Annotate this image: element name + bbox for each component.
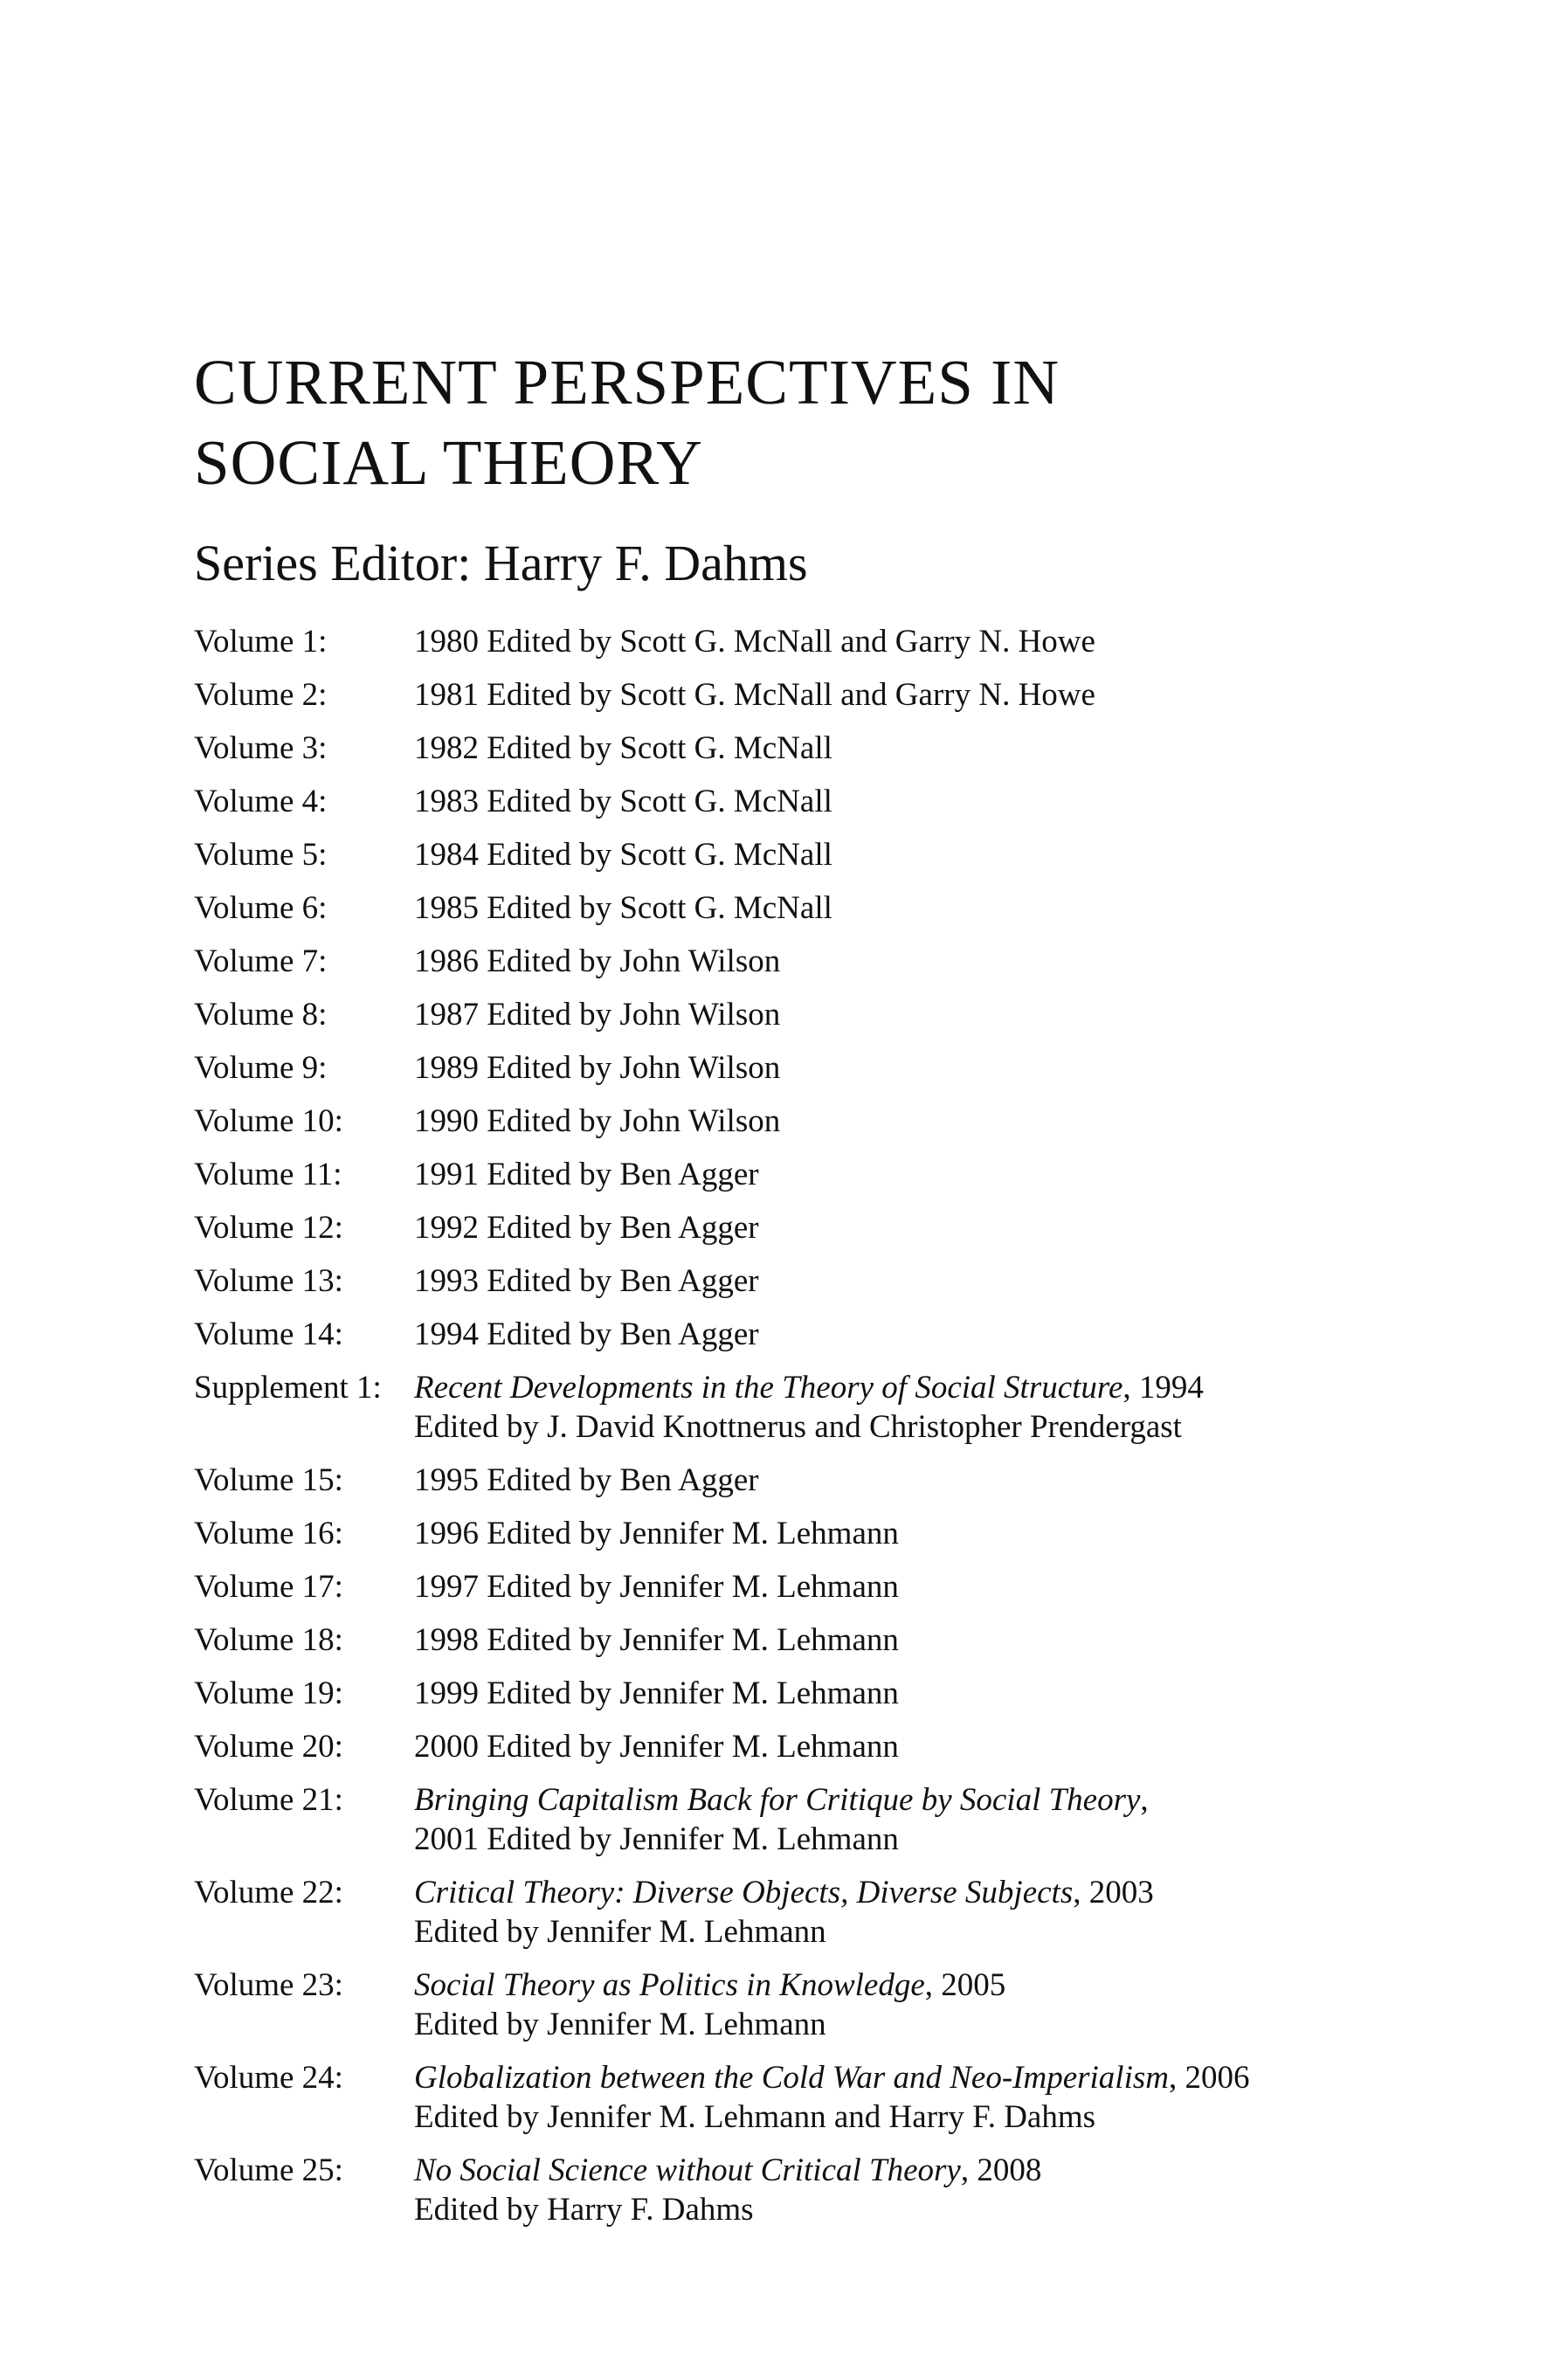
- volume-details: [414, 2151, 1504, 2229]
- volume-label: Volume 15:: [194, 1462, 343, 1498]
- volume-label: Volume 12:: [194, 1210, 343, 1246]
- volume-label: Volume 22:: [194, 1875, 343, 1910]
- volume-label: Volume 2:: [194, 677, 328, 713]
- volume-label: Volume 3:: [194, 730, 328, 766]
- volume-title-line: [414, 2058, 1504, 2097]
- volume-label: Volume 24:: [194, 2060, 343, 2096]
- volume-details: [414, 1873, 1504, 1952]
- volume-entry: [194, 1620, 1504, 1674]
- volume-title: Globalization between the Cold War and Neo-Imperialism: [414, 2060, 1169, 2096]
- volume-details: 1991 Edited by Ben Agger: [414, 1157, 759, 1192]
- volume-entry: [194, 1567, 1504, 1620]
- volume-details: 1992 Edited by Ben Agger: [414, 1210, 759, 1246]
- volume-label: Volume 21:: [194, 1782, 343, 1818]
- volume-details: 1993 Edited by Ben Agger: [414, 1263, 759, 1299]
- volume-year: , 2008: [960, 2152, 1042, 2188]
- volume-details: [414, 1966, 1504, 2044]
- volume-title: Critical Theory: Diverse Objects, Diverse Subjects: [414, 1875, 1074, 1910]
- volume-entry: [194, 1048, 1504, 1102]
- volume-details: 2000 Edited by Jennifer M. Lehmann: [414, 1729, 899, 1765]
- volume-label: Volume 1:: [194, 624, 328, 660]
- volume-entry: [194, 1461, 1504, 1514]
- volume-editors: Edited by Jennifer M. Lehmann: [414, 1914, 826, 1950]
- volume-details: 1985 Edited by Scott G. McNall: [414, 890, 832, 926]
- volume-entry: [194, 942, 1504, 995]
- volume-title-line: [414, 1780, 1504, 1820]
- volume-entry: [194, 622, 1504, 675]
- volume-label: Volume 19:: [194, 1676, 343, 1711]
- volume-details: 1999 Edited by Jennifer M. Lehmann: [414, 1676, 899, 1711]
- volume-entry: [194, 1780, 1504, 1873]
- volume-details: 1998 Edited by Jennifer M. Lehmann: [414, 1622, 899, 1658]
- volume-entry: [194, 1155, 1504, 1208]
- volume-details: [414, 1780, 1504, 1859]
- volume-label: Volume 10:: [194, 1103, 343, 1139]
- volume-entry: [194, 729, 1504, 782]
- volume-label: Volume 17:: [194, 1569, 343, 1605]
- volume-entry: [194, 1315, 1504, 1368]
- volume-details: 1984 Edited by Scott G. McNall: [414, 837, 832, 873]
- volume-label: Volume 9:: [194, 1050, 328, 1086]
- volume-entry: [194, 1966, 1504, 2058]
- volume-editors: 2001 Edited by Jennifer M. Lehmann: [414, 1821, 899, 1857]
- volume-label: Volume 6:: [194, 890, 328, 926]
- volume-details: [414, 1368, 1504, 1447]
- volume-entry: [194, 782, 1504, 835]
- volume-editors: Edited by J. David Knottnerus and Christopher Prendergast: [414, 1409, 1182, 1445]
- volume-details: 1981 Edited by Scott G. McNall and Garry N. Howe: [414, 677, 1095, 713]
- volume-editors: Edited by Jennifer M. Lehmann and Harry F. Dahms: [414, 2099, 1096, 2135]
- volume-label: Volume 7:: [194, 943, 328, 979]
- supplement-entry: [194, 1368, 1504, 1461]
- volume-year: , 2003: [1073, 1875, 1154, 1910]
- volume-entry: [194, 2058, 1504, 2151]
- volume-editors: Edited by Harry F. Dahms: [414, 2192, 754, 2228]
- series-editor: Series Editor: Harry F. Dahms: [194, 535, 808, 591]
- volume-label: Supplement 1:: [194, 1370, 382, 1406]
- volume-label: Volume 18:: [194, 1622, 343, 1658]
- volume-label: Volume 25:: [194, 2152, 343, 2188]
- volume-details: 1987 Edited by John Wilson: [414, 997, 781, 1033]
- volume-year: , 1994: [1122, 1370, 1204, 1406]
- volume-entry: [194, 675, 1504, 729]
- volume-details: 1995 Edited by Ben Agger: [414, 1462, 759, 1498]
- volume-editors: Edited by Jennifer M. Lehmann: [414, 2007, 826, 2042]
- volume-details: 1986 Edited by John Wilson: [414, 943, 781, 979]
- series-title-line-1: CURRENT PERSPECTIVES IN: [194, 347, 1060, 418]
- volume-year: ,: [1140, 1782, 1149, 1818]
- volume-label: Volume 4:: [194, 784, 328, 819]
- volume-entry: [194, 1674, 1504, 1727]
- volume-entry: [194, 835, 1504, 888]
- volume-entry: [194, 1873, 1504, 1966]
- volume-label: Volume 16:: [194, 1516, 343, 1551]
- volume-label: Volume 8:: [194, 997, 328, 1033]
- volume-title-line: [414, 2151, 1504, 2190]
- volume-title-line: [414, 1966, 1504, 2005]
- volume-title: Bringing Capitalism Back for Critique by Social Theory: [414, 1782, 1141, 1818]
- volume-entry: [194, 1102, 1504, 1155]
- volume-entry: [194, 2151, 1504, 2243]
- volume-entry: [194, 888, 1504, 942]
- volume-label: Volume 20:: [194, 1729, 343, 1765]
- volume-entry: [194, 1208, 1504, 1261]
- series-title: [194, 342, 1060, 503]
- volume-details: 1996 Edited by Jennifer M. Lehmann: [414, 1516, 899, 1551]
- volume-year: , 2006: [1168, 2060, 1250, 2096]
- volume-label: Volume 14:: [194, 1316, 343, 1352]
- volume-details: 1982 Edited by Scott G. McNall: [414, 730, 832, 766]
- volume-label: Volume 11:: [194, 1157, 342, 1192]
- volume-entry: [194, 1727, 1504, 1780]
- volume-entry: [194, 1514, 1504, 1567]
- volume-label: Volume 13:: [194, 1263, 343, 1299]
- volume-title: Recent Developments in the Theory of Social Structure: [414, 1370, 1123, 1406]
- volume-year: , 2005: [924, 1967, 1006, 2003]
- volume-title-line: [414, 1368, 1504, 1407]
- volume-label: Volume 5:: [194, 837, 328, 873]
- volume-details: 1990 Edited by John Wilson: [414, 1103, 781, 1139]
- volume-details: 1994 Edited by Ben Agger: [414, 1316, 759, 1352]
- volume-entry: [194, 995, 1504, 1048]
- volume-details: 1989 Edited by John Wilson: [414, 1050, 781, 1086]
- volume-list: [194, 622, 1504, 2243]
- volume-details: 1997 Edited by Jennifer M. Lehmann: [414, 1569, 899, 1605]
- volume-details: 1983 Edited by Scott G. McNall: [414, 784, 832, 819]
- volume-details: [414, 2058, 1504, 2137]
- volume-label: Volume 23:: [194, 1967, 343, 2003]
- volume-title-line: [414, 1873, 1504, 1912]
- volume-title: No Social Science without Critical Theory: [414, 2152, 961, 2188]
- series-title-line-2: SOCIAL THEORY: [194, 427, 703, 498]
- volume-details: 1980 Edited by Scott G. McNall and Garry N. Howe: [414, 624, 1095, 660]
- volume-title: Social Theory as Politics in Knowledge: [414, 1967, 925, 2003]
- volume-entry: [194, 1261, 1504, 1315]
